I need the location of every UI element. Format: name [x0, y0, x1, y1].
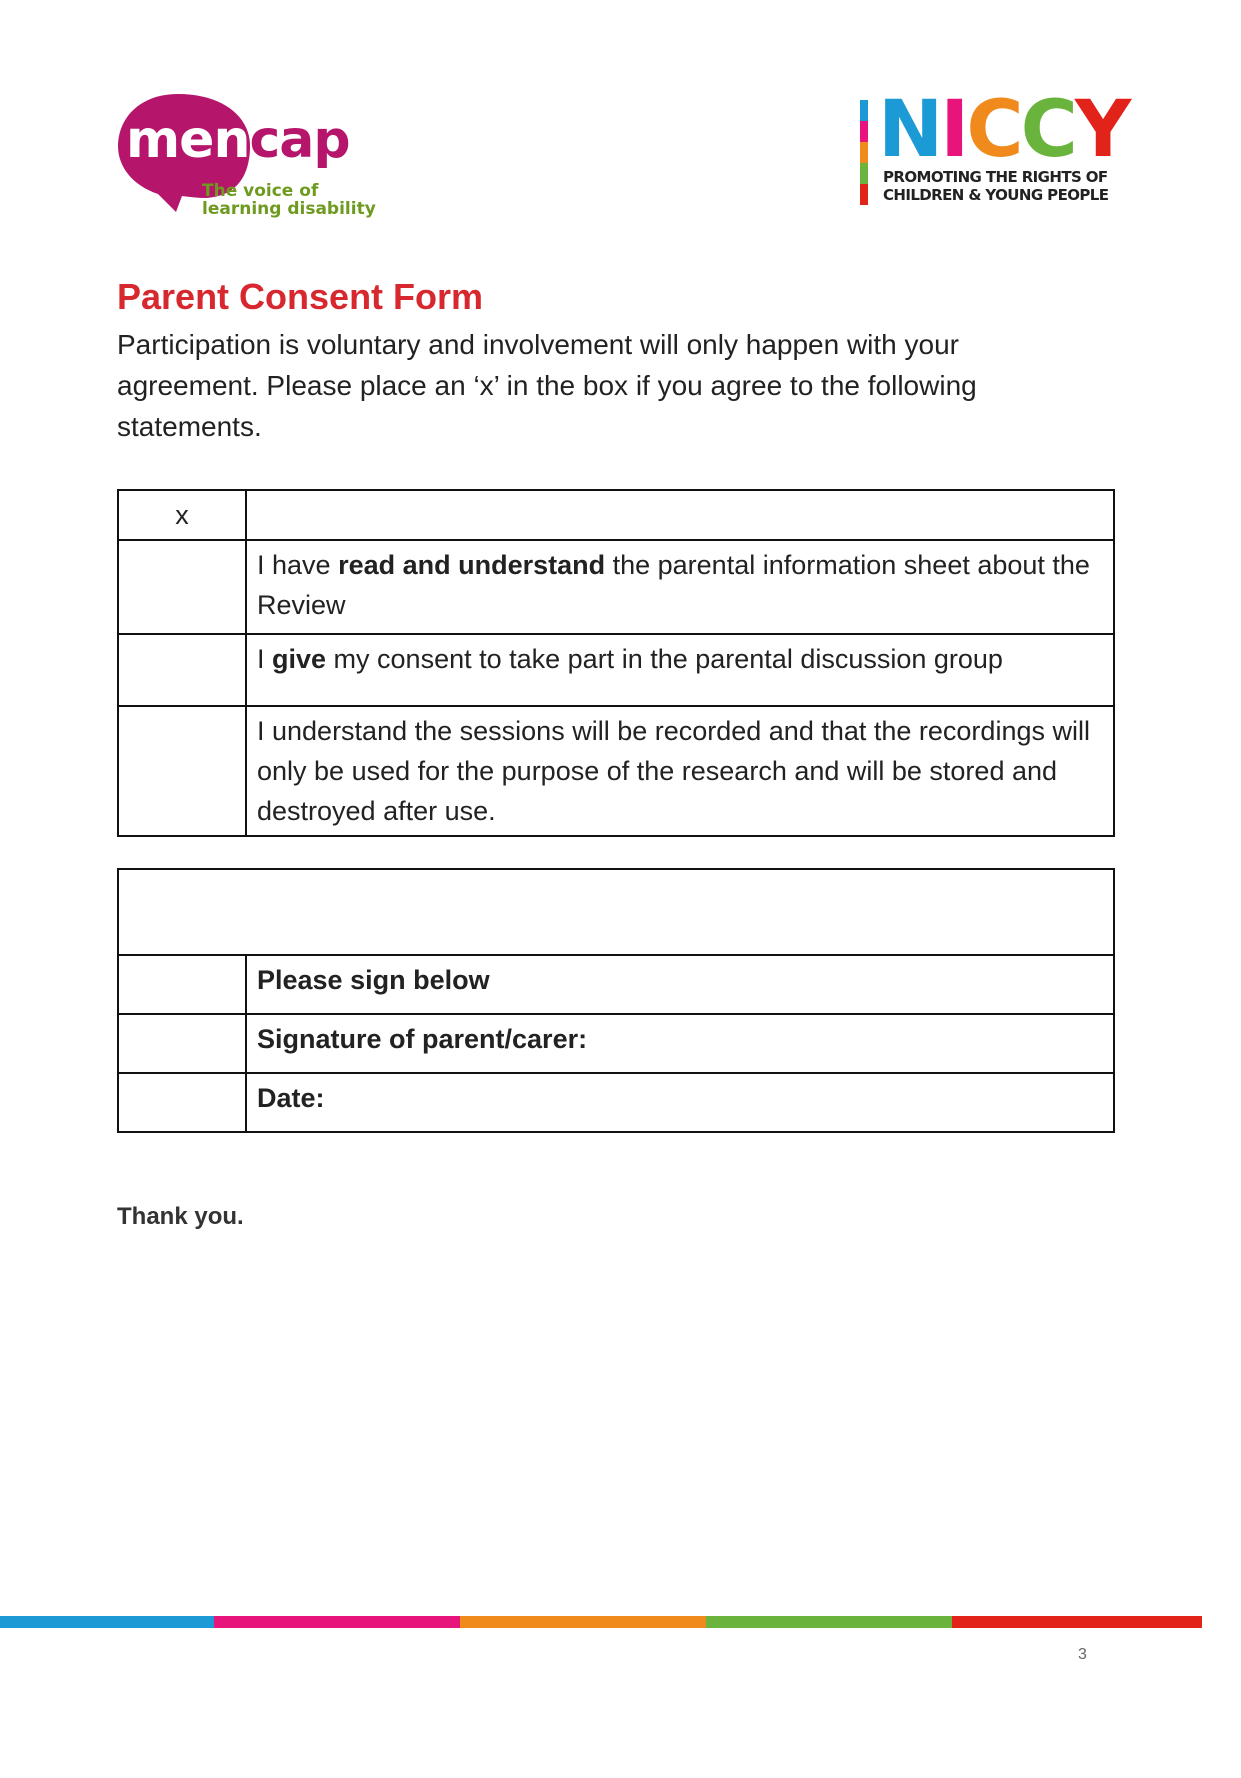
consent-header-blank: [246, 490, 1114, 540]
signature-left-cell: [118, 1073, 246, 1132]
consent-checkbox[interactable]: [118, 706, 246, 836]
signature-left-cell: [118, 955, 246, 1014]
signature-row: [118, 1073, 1114, 1132]
footer-bar-red: [952, 1616, 1202, 1628]
niccy-color-bars: [860, 100, 868, 206]
consent-statement: I have read and understand the parental information sheet about the Review: [246, 540, 1114, 634]
consent-statement: I give my consent to take part in the parental discussion group: [246, 634, 1114, 706]
mencap-tagline: The voice of learning disability: [202, 181, 376, 219]
consent-row: [118, 540, 1114, 634]
consent-checkbox[interactable]: [118, 634, 246, 706]
consent-header-row: [118, 490, 1114, 540]
intro-text: Participation is voluntary and involvement will only happen with your agreement. Please place an ‘x’ in the box if you agree to the following statements.: [117, 329, 977, 442]
signature-table: [117, 868, 1115, 1133]
mencap-logo: [118, 90, 378, 220]
date-field[interactable]: Date:: [246, 1073, 1114, 1132]
signature-blank-row: [118, 869, 1114, 955]
signature-blank-cell: [118, 869, 1114, 955]
footer-bar-blue: [0, 1616, 214, 1628]
footer-bar-orange: [460, 1616, 706, 1628]
niccy-logo: [860, 85, 1129, 211]
footer-bar-green: [706, 1616, 952, 1628]
consent-table: [117, 489, 1115, 837]
thank-you-text: Thank you.: [117, 1203, 244, 1230]
footer-color-bar: [0, 1616, 1202, 1628]
mencap-wordmark: mencap: [126, 110, 350, 170]
consent-row: [118, 706, 1114, 836]
signature-row: [118, 955, 1114, 1014]
signature-row: [118, 1014, 1114, 1073]
consent-statement: I understand the sessions will be recorded and that the recordings will only be used for the purpose of the research and will be stored and destroyed after use.: [246, 706, 1114, 836]
consent-checkbox[interactable]: [118, 540, 246, 634]
niccy-tagline: PROMOTING THE RIGHTS OF CHILDREN & YOUNG PEOPLE: [883, 168, 1109, 204]
please-sign-label: Please sign below: [246, 955, 1114, 1014]
signature-field[interactable]: Signature of parent/carer:: [246, 1014, 1114, 1073]
signature-left-cell: [118, 1014, 246, 1073]
footer-bar-pink: [214, 1616, 460, 1628]
page-number: 3: [1078, 1646, 1087, 1663]
consent-header-box: x: [118, 490, 246, 540]
page-title: Parent Consent Form: [117, 276, 484, 317]
niccy-wordmark: NICCY: [878, 85, 1129, 175]
consent-row: [118, 634, 1114, 706]
